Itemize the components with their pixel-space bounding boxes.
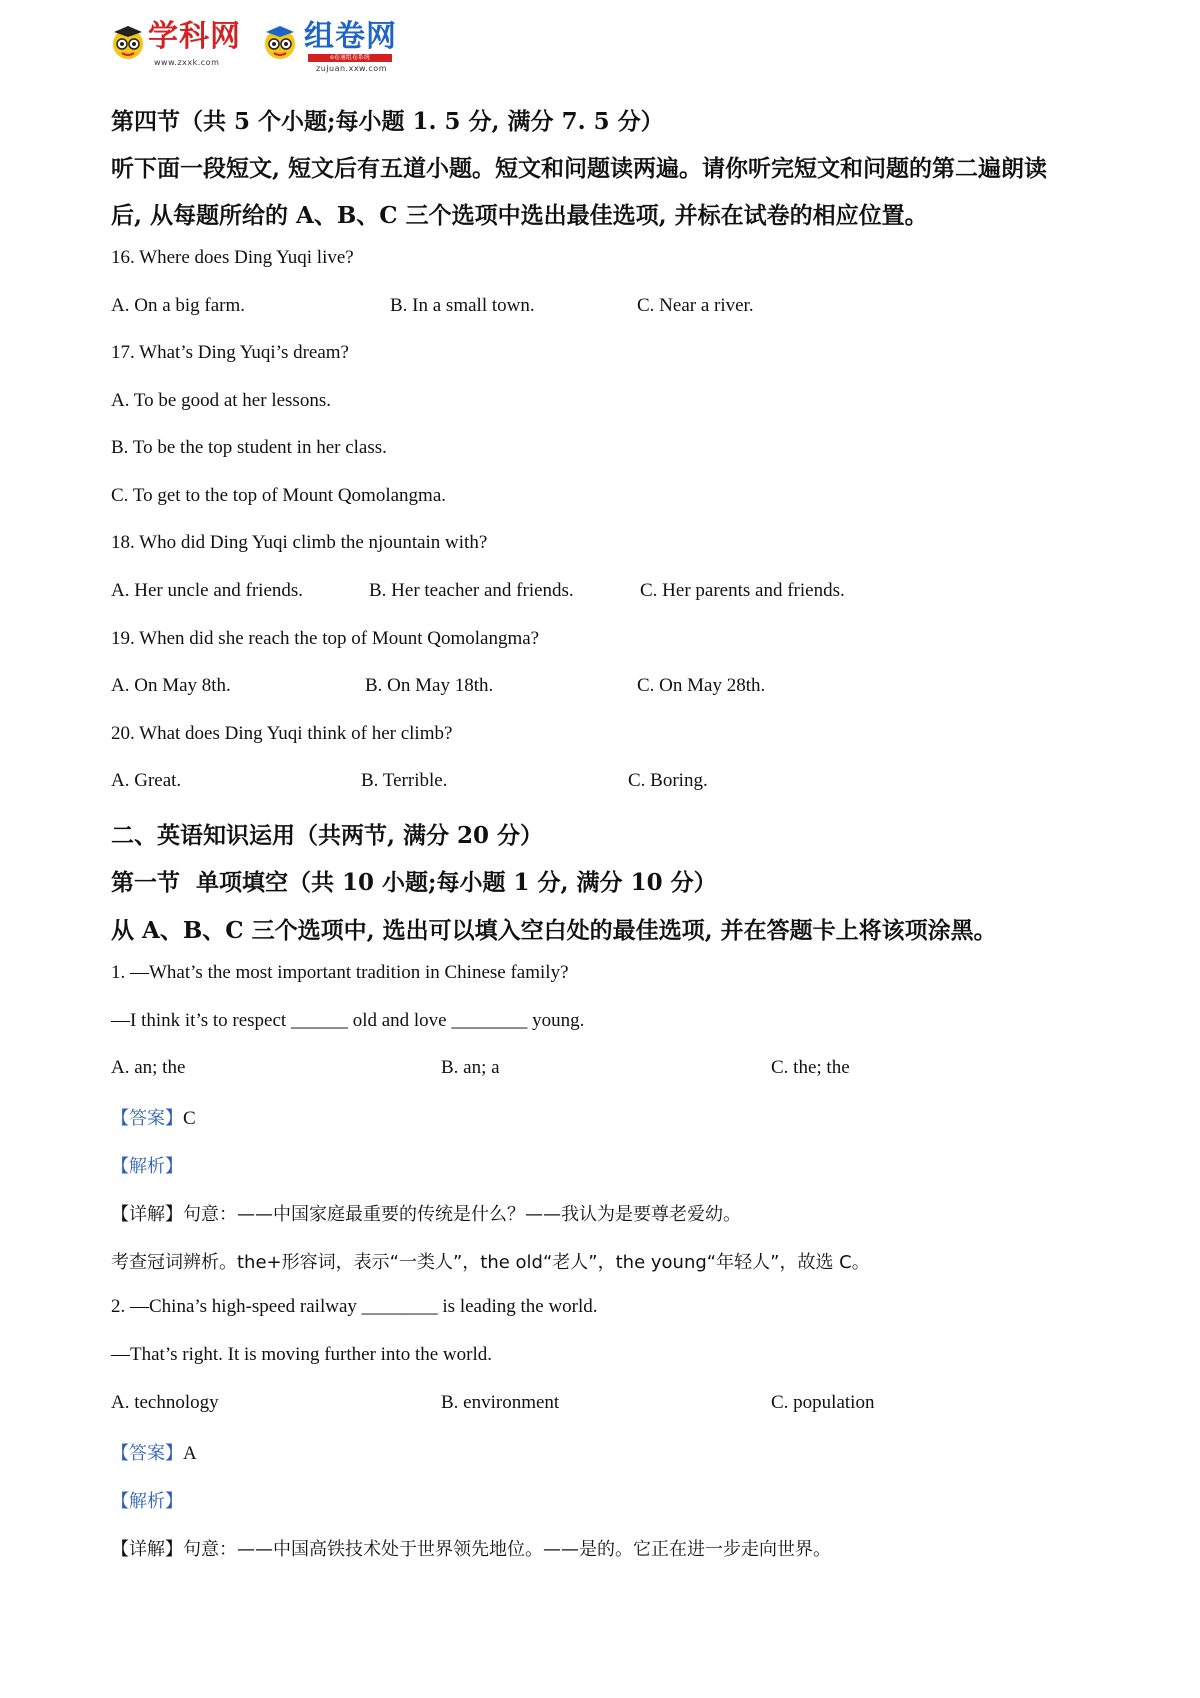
q17-option-a: A. To be good at her lessons. [111, 390, 331, 411]
q17-question: 17. What’s Ding Yuqi’s dream? [111, 342, 349, 363]
mascot-icon [108, 22, 148, 62]
detail-text: 句意：——中国家庭最重要的传统是什么？——我认为是要尊老爱幼。 [183, 1204, 741, 1225]
q19-option-b: B. On May 18th. [365, 675, 494, 696]
answer-value: C [183, 1108, 196, 1129]
q18-option-a: A. Her uncle and friends. [111, 580, 304, 601]
section4-instruction-1: 听下面一段短文, 短文后有五道小题。短文和问题读两遍。请你听完短文和问题的第二遍朗读 [111, 155, 1048, 182]
header-logos [108, 14, 408, 74]
q19-question: 19. When did she reach the top of Mount Qomolangma? [111, 628, 540, 649]
p1-option-c: C. the; the [771, 1057, 850, 1078]
zujuan-name: 组卷网 [304, 19, 397, 54]
q17-option-b: B. To be the top student in her class. [111, 437, 387, 458]
q20-option-a: A. Great. [111, 770, 182, 791]
p1-option-a: A. an; the [111, 1057, 186, 1078]
q16-question: 16. Where does Ding Yuqi live? [111, 247, 354, 268]
p2-option-a: A. technology [111, 1392, 219, 1413]
p1-answer [111, 1104, 196, 1130]
q16-option-b: B. In a small town. [390, 295, 535, 316]
zujuan-logo[interactable] [260, 14, 410, 74]
p2-option-c: C. population [771, 1392, 875, 1413]
p2-analysis-label: 【解析】 [111, 1491, 183, 1512]
p2-detail [111, 1535, 831, 1561]
q18-question: 18. Who did Ding Yuqi climb the njountain with? [111, 532, 488, 553]
zujuan-url: zujuan.xxw.com [316, 64, 387, 73]
q18-option-c: C. Her parents and friends. [640, 580, 845, 601]
q16-option-c: C. Near a river. [637, 295, 754, 316]
q20-option-b: B. Terrible. [361, 770, 448, 791]
p2-line-2: —That’s right. It is moving further into the world. [111, 1344, 493, 1365]
p1-analysis-label: 【解析】 [111, 1156, 183, 1177]
p2-answer [111, 1439, 197, 1465]
q18-option-b: B. Her teacher and friends. [369, 580, 574, 601]
p1-detail [111, 1200, 741, 1226]
q20-question: 20. What does Ding Yuqi think of her climb? [111, 723, 453, 744]
mascot-icon [260, 22, 300, 62]
p1-line-2: —I think it’s to respect ______ old and love ________ young. [111, 1010, 585, 1031]
p2-option-b: B. environment [441, 1392, 560, 1413]
q17-option-c: C. To get to the top of Mount Qomolangma. [111, 485, 447, 506]
detail-label: 【详解】 [111, 1204, 183, 1225]
p1-line-1: 1. —What’s the most important tradition in Chinese family? [111, 962, 569, 983]
part2-title: 二、英语知识运用（共两节, 满分 20 分） [111, 822, 544, 849]
q16-option-a: A. On a big farm. [111, 295, 246, 316]
section4-title: 第四节（共 5 个小题;每小题 1. 5 分, 满分 7. 5 分） [111, 108, 664, 135]
part2-section1-instruction: 从 A、B、C 三个选项中, 选出可以填入空白处的最佳选项, 并在答题卡上将该项涂黑。 [111, 917, 997, 944]
q19-option-c: C. On May 28th. [637, 675, 766, 696]
answer-label: 【答案】 [111, 1443, 183, 1464]
q20-option-c: C. Boring. [628, 770, 708, 791]
answer-label: 【答案】 [111, 1108, 183, 1129]
p1-option-b: B. an; a [441, 1057, 500, 1078]
detail-text: 句意：——中国高铁技术处于世界领先地位。——是的。它正在进一步走向世界。 [183, 1539, 831, 1560]
p1-note: 考查冠词辨析。the+形容词，表示“一类人”，the old“老人”，the young“年轻人”，故选 C。 [111, 1252, 870, 1273]
q19-option-a: A. On May 8th. [111, 675, 231, 696]
zxxk-url: www.zxxk.com [154, 58, 220, 67]
zujuan-band: e卷通组卷系统 [308, 54, 392, 62]
part2-section1-title: 第一节 单项填空（共 10 小题;每小题 1 分, 满分 10 分） [111, 869, 717, 896]
section4-instruction-2: 后, 从每题所给的 A、B、C 三个选项中选出最佳选项, 并标在试卷的相应位置。 [111, 202, 928, 229]
answer-value: A [183, 1443, 197, 1464]
zxxk-logo[interactable] [108, 14, 246, 74]
zxxk-name: 学科网 [148, 19, 241, 54]
detail-label: 【详解】 [111, 1539, 183, 1560]
p2-line-1: 2. —China’s high-speed railway ________ is leading the world. [111, 1296, 598, 1317]
